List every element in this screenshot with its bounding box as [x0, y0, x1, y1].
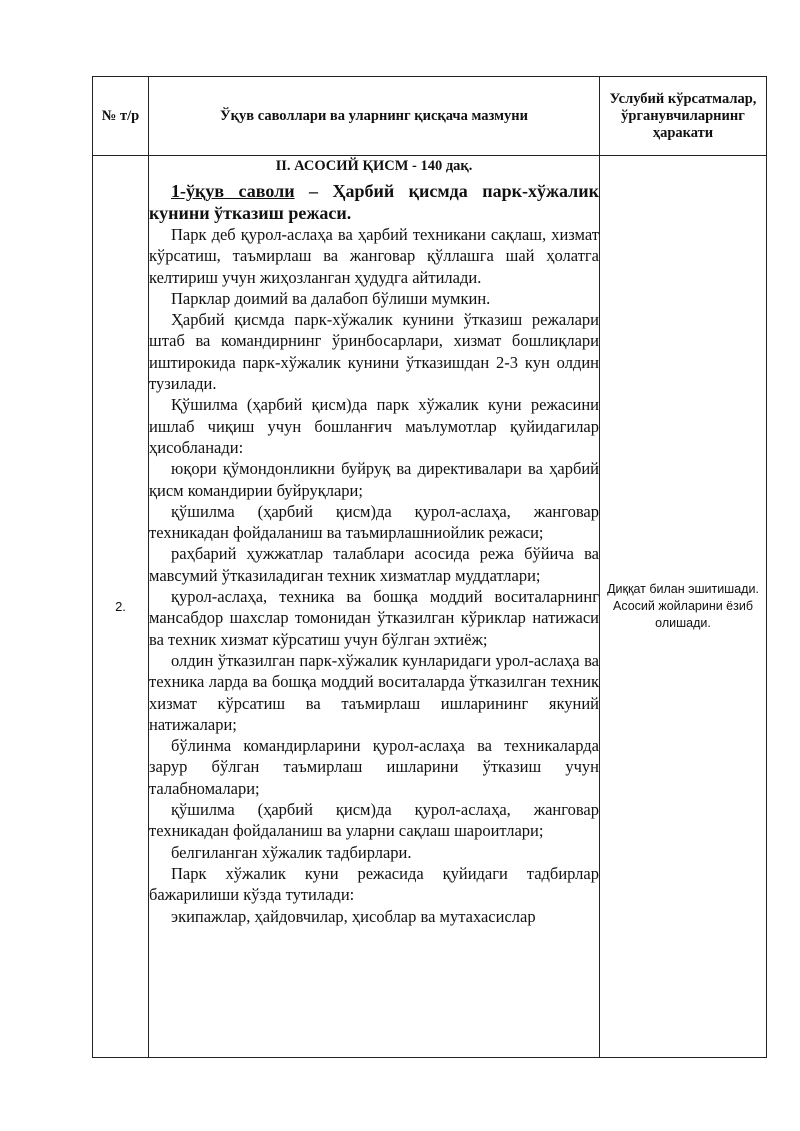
header-content: Ўқув саволлари ва уларнинг қисқача мазмуни	[149, 77, 600, 156]
list-item: юқори қўмондонликни буйруқ ва директивалари ва ҳарбий қисм командирии буйруқлари;	[149, 459, 599, 500]
list-item: белгиланган хўжалик тадбирлари.	[171, 842, 412, 862]
row-content	[149, 156, 600, 1058]
paragraph: Ҳарбий қисмда парк-хўжалик кунини ўтказиш режалари штаб ва командирнинг ўринбосарлари, хизмат бошлиқлари иштирокида парк-хўжалик кунини ўтказишдан 2-3 кун олдин тузилади.	[149, 310, 599, 394]
paragraph: Қўшилма (ҳарбий қисм)да парк хўжалик куни режасини ишлаб чиқиш учун бошланғич маълумотлар қуйидагилар ҳисобланади:	[149, 395, 599, 457]
paragraph: Парк деб қурол-аслаҳа ва ҳарбий техникани сақлаш, хизмат кўрсатиш, таъмирлаш ва жанговар қўллашга шай ҳолатга келтириш учун жиҳозланган ҳудудга айтилади.	[149, 225, 599, 287]
list-item: қурол-аслаҳа, техника ва бошқа моддий воситаларнинг мансабдор шахслар томонидан ўтказилган кўриклар натижаси ва техник хизмат кўрсатиш учун бўлган эхтиёж;	[149, 587, 599, 649]
list-item: олдин ўтказилган парк-хўжалик кунларидаги урол-аслаҳа ва техника ларда ва бошқа моддий воситаларда ўтказилган техник хизмат кўрсатиш ва таъмирлаш ишларининг якуний натижалари;	[149, 650, 599, 734]
question-heading	[149, 180, 599, 224]
question-label: 1-ўқув саволи	[171, 181, 295, 201]
list-item: қўшилма (ҳарбий қисм)да қурол-аслаҳа, жанговар техникадан фойдаланиш ва уларни сақлаш шароитлари;	[149, 800, 599, 841]
row-number: 2.	[93, 156, 149, 1058]
list-item: экипажлар, ҳайдовчилар, ҳисоблар ва мутахасислар	[171, 906, 536, 926]
header-notes: Услубий кўрсатмалар, ўрганувчиларнинг ҳаракати	[600, 77, 767, 156]
table-row	[93, 156, 767, 1058]
table-header-row	[93, 77, 767, 156]
question-text: Ҳарбий қисмда парк-хўжалик кунини ўтказиш режаси.	[149, 181, 600, 223]
header-number: № т/р	[93, 77, 149, 156]
lesson-plan-table	[92, 76, 767, 1058]
list-item: қўшилма (ҳарбий қисм)да қурол-аслаҳа, жанговар техникадан фойдаланиш ва таъмирлашниойлик режаси;	[149, 501, 599, 543]
question-dash: –	[294, 181, 333, 201]
section-title: II. АСОСИЙ ҚИСМ - 140 дақ.	[275, 158, 473, 174]
paragraph: Парк хўжалик куни режасида қуйидаги тадбирлар бажарилиши кўзда тутилади:	[149, 863, 599, 905]
list-item: раҳбарий ҳужжатлар талаблари асосида режа бўйича ва мавсумий ўтказиладиган техник хизматлар муддатлари;	[149, 544, 599, 585]
paragraph: Парклар доимий ва далабоп бўлиши мумкин.	[171, 288, 491, 308]
list-item: бўлинма командирларини қурол-аслаҳа ва техникаларда зарур бўлган таъмирлаш ишларини ўтказиш учун талабномалари;	[149, 736, 599, 798]
methodical-notes: Диққат билан эшитишади. Асосий жойларини ёзиб олишади.	[600, 156, 767, 1058]
